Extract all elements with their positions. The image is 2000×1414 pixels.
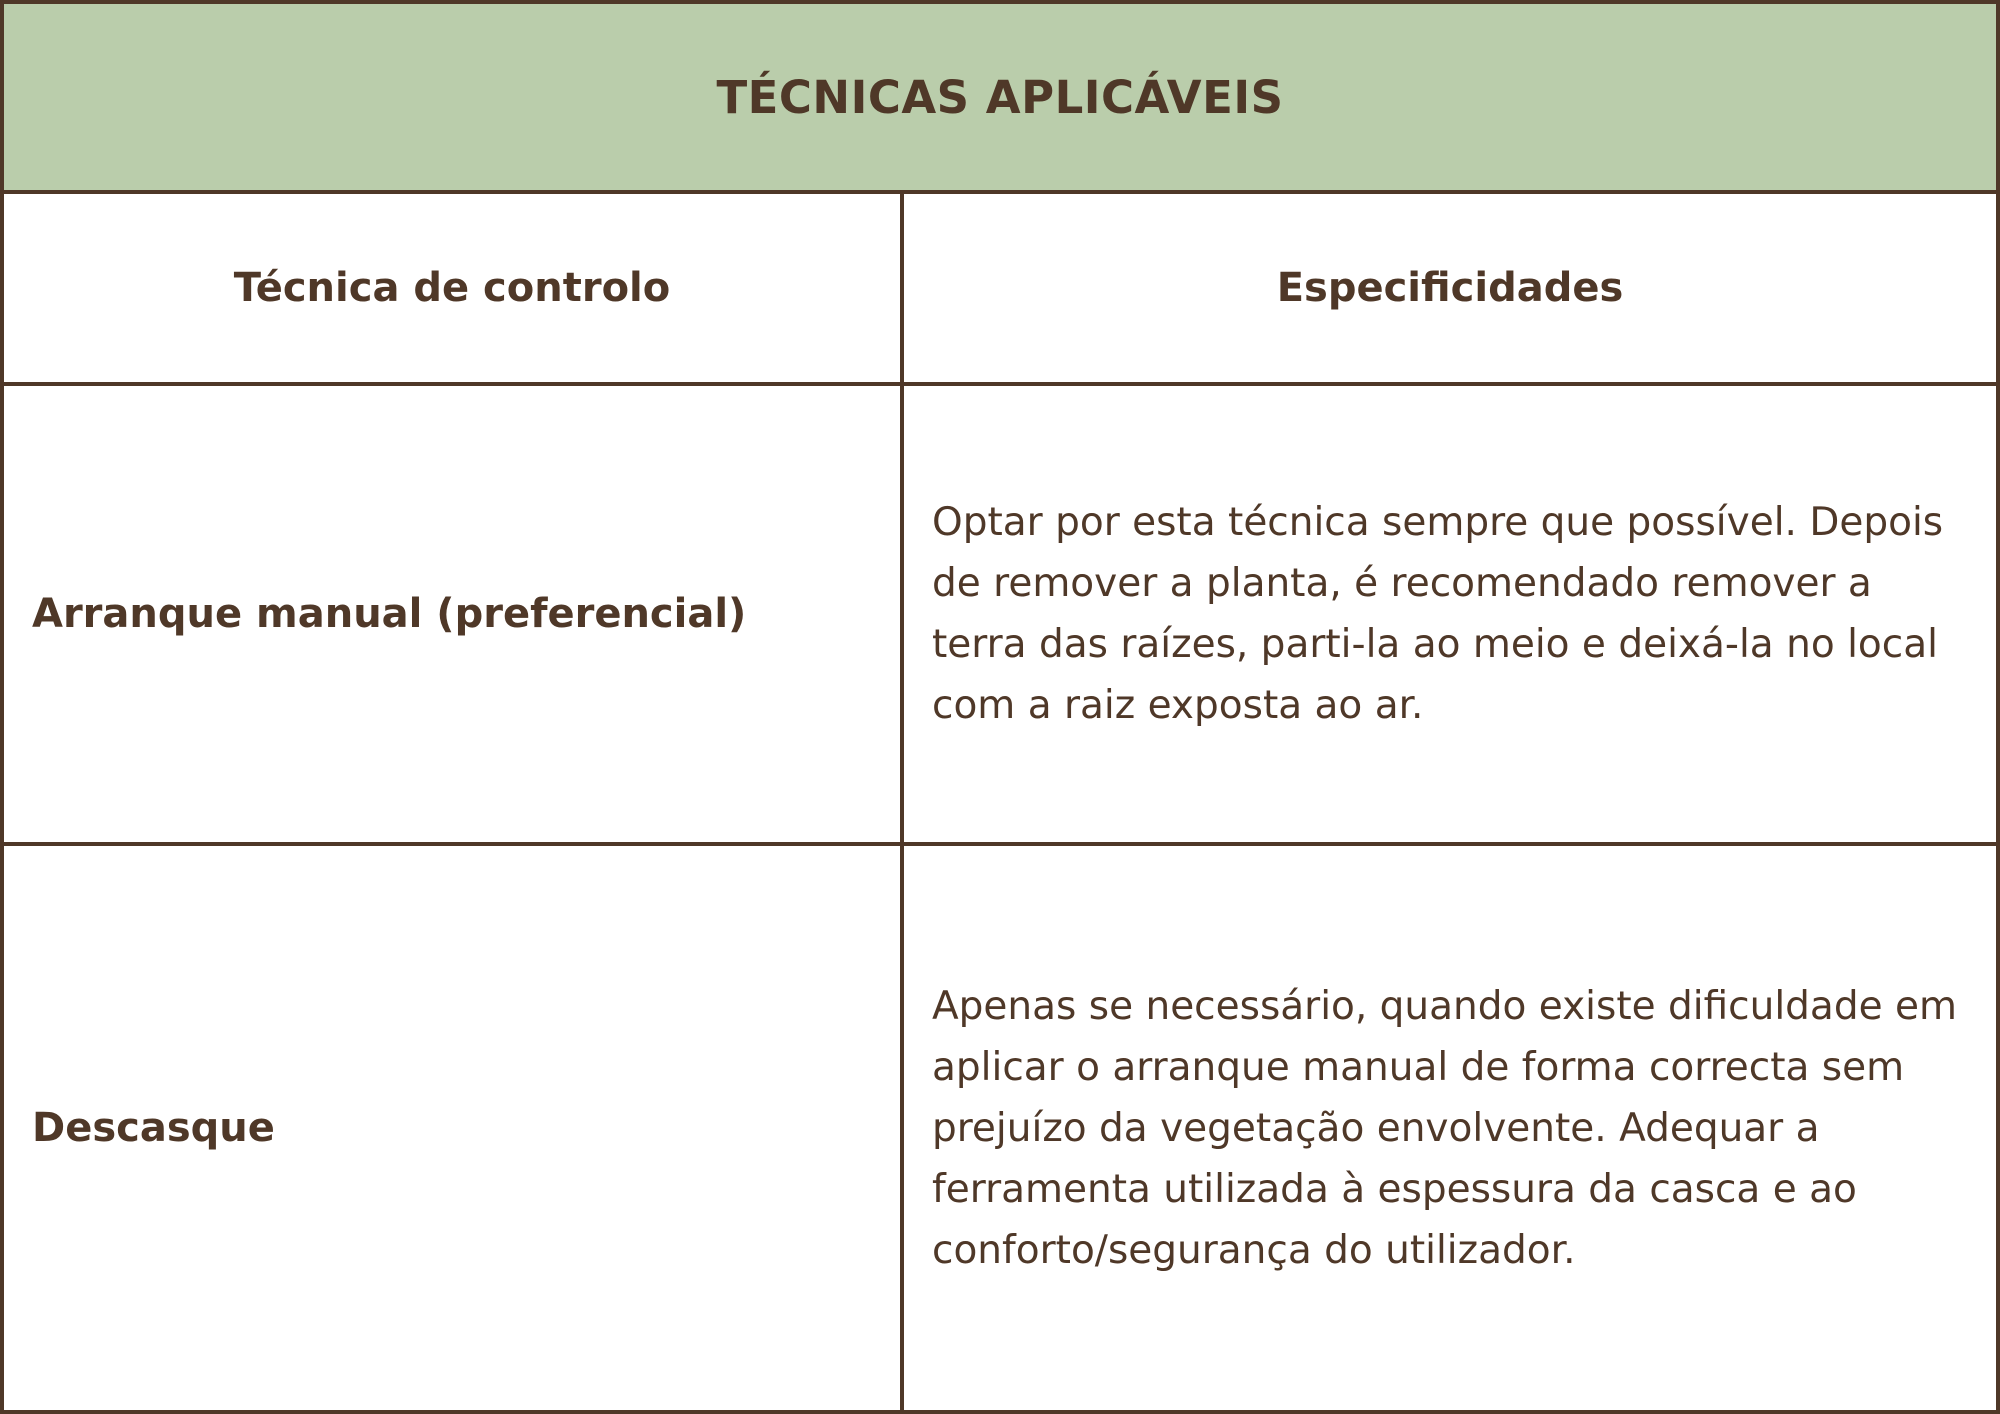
technique-cell <box>4 846 904 1410</box>
table-title: TÉCNICAS APLICÁVEIS <box>716 70 1284 124</box>
technique-name: Descasque <box>32 1105 275 1151</box>
specs-cell <box>904 386 1996 842</box>
specs-text: Optar por esta técnica sempre que possível. Depois de remover a planta, é recomendado remover a terra das raízes, parti-la ao meio e deixá-la no local com a raiz exposta ao ar. <box>932 500 1944 728</box>
technique-cell <box>4 386 904 842</box>
specs-cell <box>904 846 1996 1410</box>
table-row <box>4 386 1996 846</box>
table-header-row <box>4 194 1996 386</box>
table-row <box>4 846 1996 1410</box>
technique-name: Arranque manual (preferencial) <box>32 591 747 637</box>
specs-text: Apenas se necessário, quando existe dificuldade em aplicar o arranque manual de forma correcta sem prejuízo da vegetação envolvente. Adequar a ferramenta utilizada à espessura da casca e ao conforto/segurança do utilizador. <box>932 983 1957 1273</box>
table-title-band <box>4 4 1996 194</box>
header-specs: Especificidades <box>1276 265 1624 311</box>
header-technique: Técnica de controlo <box>4 194 904 382</box>
